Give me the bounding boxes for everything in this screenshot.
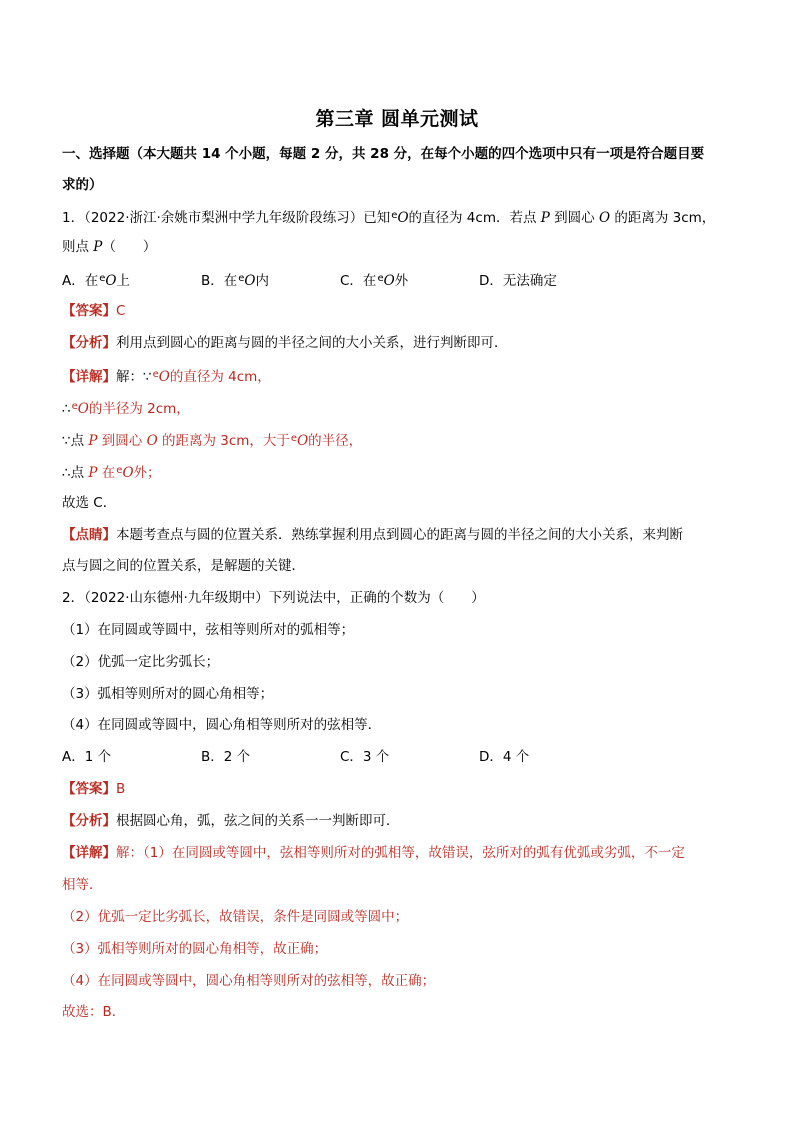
q1-detail-3: ∵点 P 到圆心 O 的距离为 3cm，大于$^e$O的半径， xyxy=(62,433,363,449)
q2-statement: （1）在同圆或等圆中，弦相等则所对的弧相等； xyxy=(62,622,355,638)
q2-detail-2: （2）优弧一定比劣弧长，故错误，条件是同圆或等圆中； xyxy=(62,909,409,925)
q1-choose: 故选 C． xyxy=(62,495,117,511)
q1-option-a: A．在$^e$O上 xyxy=(62,273,130,289)
q2-detail-1-cont: 相等． xyxy=(62,877,103,893)
q2-detail-1: 【详解】解：（1）在同圆或等圆中，弦相等则所对的弧相等，故错误，弦所对的弧有优弧或劣弧，不一定 xyxy=(62,845,685,861)
q1-answer: 【答案】C xyxy=(62,303,126,319)
q1-comment-cont: 点与圆之间的位置关系，是解题的关键． xyxy=(62,558,305,574)
q2-option-a: A．1 个 xyxy=(62,749,112,765)
q1-options xyxy=(62,270,742,290)
section-heading: 一、选择题（本大题共 14 个小题，每题 2 分，共 28 分，在每个小题的四个选项中只有一项是符合题目要 xyxy=(62,146,705,162)
q1-comment: 【点睛】本题考查点与圆的位置关系．熟练掌握利用点到圆心的距离与圆的半径之间的大小关系，来判断 xyxy=(62,527,683,543)
q2-option-b: B．2 个 xyxy=(201,749,251,765)
q1-option-d: D．无法确定 xyxy=(479,273,557,289)
q2-statement: （3）弧相等则所对的圆心角相等； xyxy=(62,686,274,702)
q2-analysis: 【分析】根据圆心角，弧，弦之间的关系一一判断即可． xyxy=(62,813,400,829)
q1-detail-2: ∴$^e$O的半径为 2cm， xyxy=(62,401,190,417)
q1-detail-4: ∴点 P 在$^e$O外； xyxy=(62,465,161,481)
section-heading-cont: 求的） xyxy=(62,177,103,193)
q1-analysis: 【分析】利用点到圆心的距离与圆的半径之间的大小关系，进行判断即可． xyxy=(62,335,508,351)
q2-detail-3: （3）弧相等则所对的圆心角相等，故正确； xyxy=(62,941,328,957)
q2-statement: （2）优弧一定比劣弧长； xyxy=(62,654,220,670)
q1-stem-cont: 则点 P（ ） xyxy=(62,239,157,255)
q1-stem: 1．（2022·浙江·余姚市梨洲中学九年级阶段练习）已知$^e$O的直径为 4cm．若点 P 到圆心 O 的距离为 3cm， xyxy=(62,210,716,226)
q2-statement: （4）在同圆或等圆中，圆心角相等则所对的弦相等． xyxy=(62,717,382,733)
q2-stem: 2．（2022·山东德州·九年级期中）下列说法中，正确的个数为（ ） xyxy=(62,590,485,606)
page-title: 第三章 圆单元测试 xyxy=(315,108,479,130)
q2-choose: 故选：B． xyxy=(62,1004,126,1020)
q1-option-c: C．在$^e$O外 xyxy=(340,273,409,289)
q2-answer: 【答案】B xyxy=(62,781,126,797)
q1-detail-1: 【详解】解：∵$^e$O的直径为 4cm， xyxy=(62,369,271,385)
q2-option-d: D．4 个 xyxy=(479,749,530,765)
q2-detail-4: （4）在同圆或等圆中，圆心角相等则所对的弦相等，故正确； xyxy=(62,973,436,989)
q2-option-c: C．3 个 xyxy=(340,749,390,765)
circle-symbol: e xyxy=(391,210,398,221)
q2-options xyxy=(62,748,742,766)
q1-option-b: B．在$^e$O内 xyxy=(201,273,269,289)
